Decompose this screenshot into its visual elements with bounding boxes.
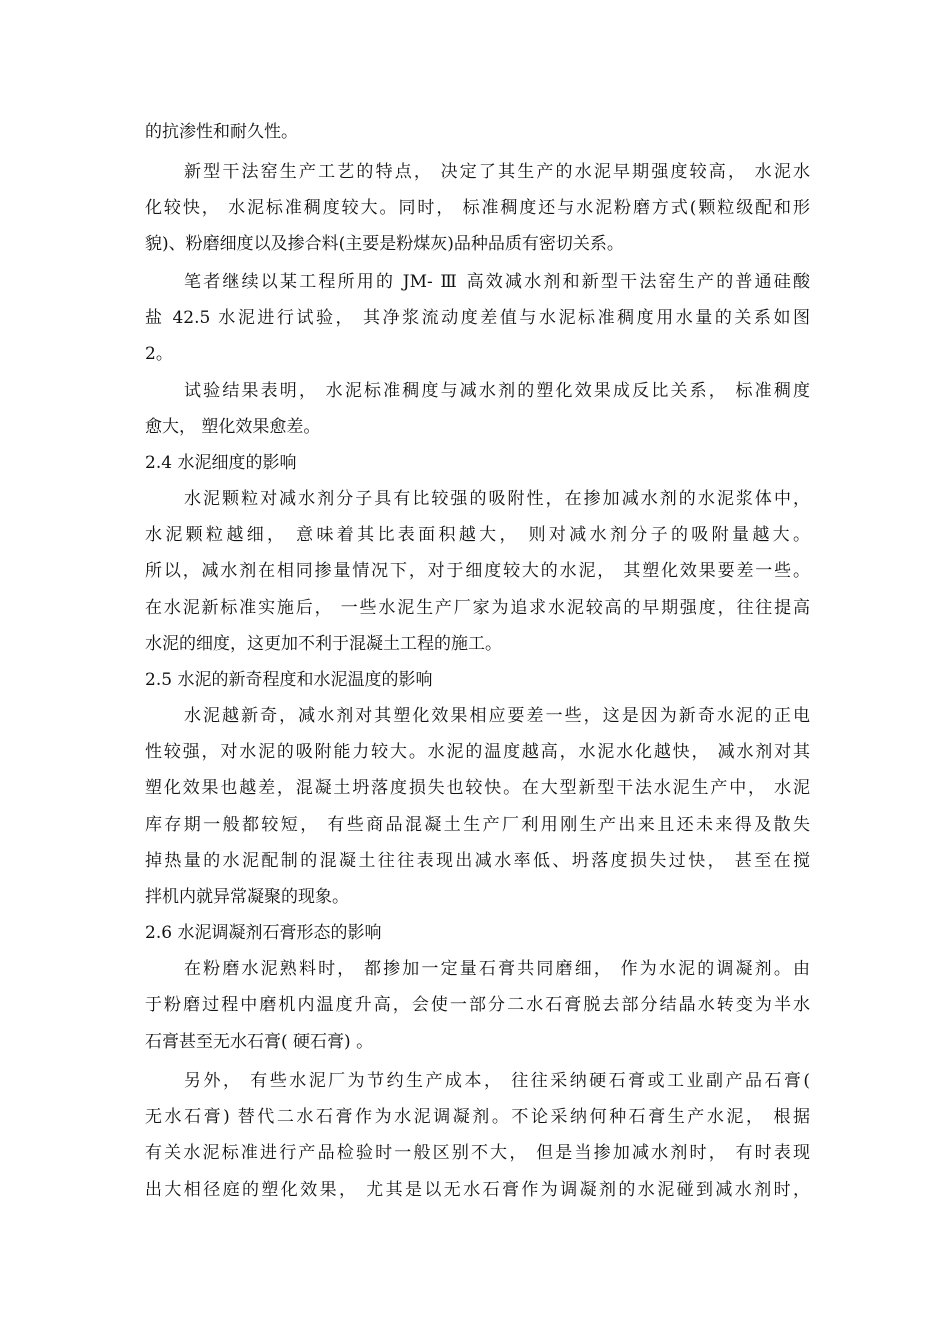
text-line: 库存期一般都较短， 有些商品混凝土生产厂利用刚生产出来且还未来得及散失 (145, 815, 810, 835)
text-line: 石膏甚至无水石膏( 硬石膏) 。 (145, 1032, 374, 1052)
text-line: 水泥越新奇，减水剂对其塑化效果相应要差一些，这是因为新奇水泥的正电 (184, 706, 810, 726)
text-line: 化较快， 水泥标准稠度较大。同时， 标准稠度还与水泥粉磨方式(颗粒级配和形 (145, 198, 810, 218)
text-line: 新型干法窑生产工艺的特点， 决定了其生产的水泥早期强度较高， 水泥水 (184, 162, 810, 182)
section-heading: 2.4 水泥细度的影响 (145, 453, 297, 473)
text-line: 性较强，对水泥的吸附能力较大。水泥的温度越高，水泥水化越快， 减水剂对其 (145, 742, 810, 762)
text-line: 另外， 有些水泥厂为节约生产成本， 往往采纳硬石膏或工业副产品石膏( (184, 1071, 810, 1091)
text-line: 于粉磨过程中磨机内温度升高，会使一部分二水石膏脱去部分结晶水转变为半水 (145, 995, 810, 1015)
text-line: 水泥颗粒对减水剂分子具有比较强的吸附性，在掺加减水剂的水泥浆体中， (184, 489, 810, 509)
text-line: 笔者继续以某工程所用的 JM- Ⅲ 高效减水剂和新型干法窑生产的普通硅酸 (184, 272, 810, 292)
text-line: 无水石膏) 替代二水石膏作为水泥调凝剂。不论采纳何种石膏生产水泥， 根据 (145, 1107, 810, 1127)
text-line: 水泥的细度，这更加不利于混凝土工程的施工。 (145, 634, 502, 654)
section-heading: 2.5 水泥的新奇程度和水泥温度的影响 (145, 670, 433, 690)
text-line: 出大相径庭的塑化效果， 尤其是以无水石膏作为调凝剂的水泥碰到减水剂时， (145, 1180, 810, 1200)
text-line: 有关水泥标准进行产品检验时一般区别不大， 但是当掺加减水剂时， 有时表现 (145, 1143, 810, 1163)
text-line: 拌机内就异常凝聚的现象。 (145, 887, 349, 907)
text-line: 掉热量的水泥配制的混凝土往往表现出减水率低、坍落度损失过快， 甚至在搅 (145, 851, 810, 871)
section-heading: 2.6 水泥调凝剂石膏形态的影响 (145, 923, 382, 943)
text-line: 2。 (145, 344, 173, 364)
text-line: 试验结果表明， 水泥标准稠度与减水剂的塑化效果成反比关系， 标准稠度 (184, 381, 810, 401)
text-line: 愈大， 塑化效果愈差。 (145, 417, 321, 437)
text-line: 貌)、粉磨细度以及掺合料(主要是粉煤灰)品种品质有密切关系。 (145, 234, 624, 254)
text-line: 盐 42.5 水泥进行试验， 其净浆流动度差值与水泥标准稠度用水量的关系如图 (145, 308, 810, 328)
text-line: 的抗渗性和耐久性。 (145, 122, 298, 142)
text-line: 在粉磨水泥熟料时， 都掺加一定量石膏共同磨细， 作为水泥的调凝剂。由 (184, 959, 810, 979)
text-line: 在水泥新标准实施后， 一些水泥生产厂家为追求水泥较高的早期强度，往往提高 (145, 598, 810, 618)
text-line: 水泥颗粒越细， 意味着其比表面积越大， 则对减水剂分子的吸附量越大。 (145, 525, 810, 545)
text-line: 所以，减水剂在相同掺量情况下，对于细度较大的水泥， 其塑化效果要差一些。 (145, 561, 810, 581)
text-line: 塑化效果也越差，混凝土坍落度损失也较快。在大型新型干法水泥生产中， 水泥 (145, 778, 810, 798)
